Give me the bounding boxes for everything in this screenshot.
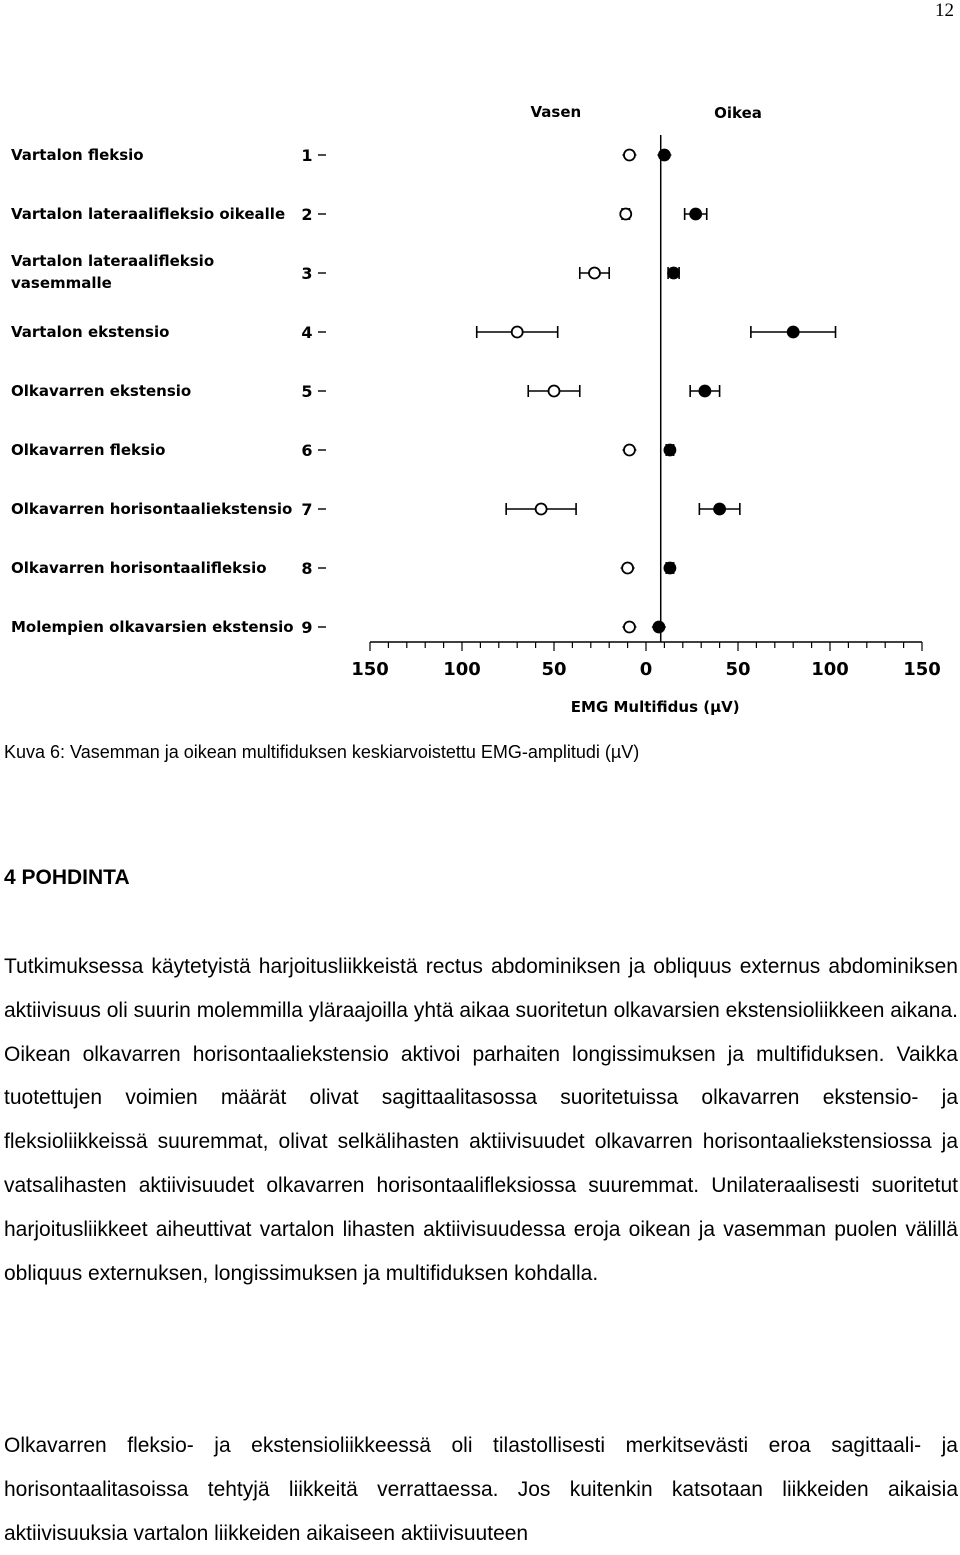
data-point-left: [512, 327, 523, 338]
category-label: Olkavarren horisontaaliekstensio: [11, 500, 293, 518]
x-axis-title: EMG Multifidus (µV): [570, 698, 740, 716]
section-heading: 4 POHDINTA: [4, 866, 130, 889]
emg-chart: [0, 95, 960, 725]
data-point-right: [659, 150, 670, 161]
data-point-left: [536, 504, 547, 515]
category-number: 1: [301, 146, 313, 165]
paragraph-2: Olkavarren fleksio- ja ekstensioliikkeessä oli tilastollisesti merkitsevästi eroa sagittaali- ja horisontaalitasoissa tehtyjä liikkeitä verrattaessa. Jos kuitenkin katsotaan liikkeiden aikaisia aktiivisuuksia vartalon liikkeiden aikaiseen aktiivisuuteen: [4, 1434, 958, 1545]
category-number: 7: [301, 500, 313, 519]
data-point-left: [624, 150, 635, 161]
category-label: Vartalon lateraalifleksio oikealle: [11, 205, 286, 223]
data-point-right: [699, 386, 710, 397]
category-number: 3: [301, 264, 313, 283]
category-label: Olkavarren ekstensio: [11, 382, 192, 400]
data-point-left: [549, 386, 560, 397]
column-label-right: Oikea: [714, 104, 762, 122]
x-tick-label: 150: [351, 659, 389, 680]
category-label: Olkavarren fleksio: [11, 441, 166, 459]
category-number: 8: [301, 559, 313, 578]
category-number: 9: [301, 618, 313, 637]
x-tick-label: 50: [725, 659, 751, 680]
page-number: 12: [935, 0, 954, 21]
data-point-left: [624, 445, 635, 456]
x-tick-label: 150: [903, 659, 941, 680]
data-point-right: [653, 622, 664, 633]
data-point-right: [690, 209, 701, 220]
data-point-left: [624, 622, 635, 633]
x-tick-label: 100: [443, 659, 481, 680]
data-point-right: [664, 563, 675, 574]
data-point-right: [714, 504, 725, 515]
data-point-right: [664, 445, 675, 456]
category-label: Olkavarren horisontaalifleksio: [11, 559, 267, 577]
data-point-left: [589, 268, 600, 279]
x-tick-label: 0: [639, 659, 653, 680]
data-point-left: [622, 563, 633, 574]
category-label: Vartalon fleksio: [11, 146, 144, 164]
category-number: 6: [301, 441, 313, 460]
x-tick-label: 50: [541, 659, 567, 680]
category-number: 2: [301, 205, 313, 224]
category-number: 5: [301, 382, 313, 401]
figure-caption: Kuva 6: Vasemman ja oikean multifiduksen keskiarvoistettu EMG-amplitudi (µV): [4, 742, 640, 762]
category-label: Vartalon lateraalifleksio: [11, 252, 215, 270]
column-label-left: Vasen: [530, 103, 582, 121]
category-label: Molempien olkavarsien ekstensio: [11, 618, 294, 636]
x-tick-label: 100: [811, 659, 849, 680]
category-label: vasemmalle: [11, 274, 112, 292]
data-point-left: [620, 209, 631, 220]
paragraph-1: Tutkimuksessa käytetyistä harjoitusliikkeistä rectus abdominiksen ja obliquus externus abdominiksen aktiivisuus oli suurin molemmilla yläraajoilla yhtä aikaa suoritetun olkavarsien ekstensioliikkeen aikana. Oikean olkavarren horisontaaliekstensio aktivoi parhaiten longissimuksen ja multifiduksen. Vaikka tuotettujen voimien määrät olivat sagittaalitasossa suoritetuissa olkavarren ekstensio- ja fleksioliikkeissä suuremmat, olivat selkälihasten aktiivisuudet olkavarren horisontaaliekstensiossa ja vatsalihasten aktiivisuudet olkavarren horisontaalifleksiossa suuremmat. Unilateraalisesti suoritetut harjoitusliikkeet aiheuttivat vartalon lihasten aktiivisuudessa eroja oikean ja vasemman puolen välillä obliquus externuksen, longissimuksen ja multifiduksen kohdalla.: [4, 955, 958, 1285]
data-point-right: [788, 327, 799, 338]
category-number: 4: [301, 323, 313, 342]
category-label: Vartalon ekstensio: [11, 323, 170, 341]
data-point-right: [668, 268, 679, 279]
